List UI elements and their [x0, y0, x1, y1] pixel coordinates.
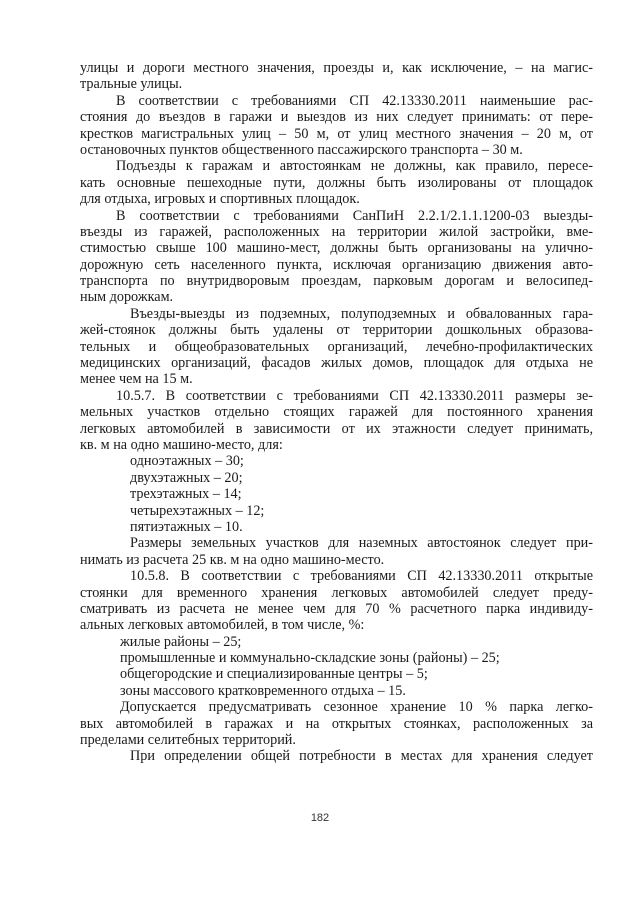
text-line: стояния до въездов в гаражи и выездов из них следует принимать: от пере- [80, 109, 593, 126]
text-line: жей-стоянок должны быть удалены от территории дошкольных образова- [80, 322, 593, 339]
text-line: вых автомобилей в гаражах и на открытых стоянках, расположенных за [80, 715, 593, 732]
text-line: менее чем на 15 м. [80, 371, 193, 388]
list-item: промышленные и коммунально-складские зоны (районы) – 25; [120, 650, 500, 667]
text-line: крестков магистральных улиц – 50 м, от улиц местного значения – 20 м, от [80, 125, 593, 142]
text-line: тральные улицы. [80, 76, 183, 93]
list-item: зоны массового кратковременного отдыха – 15. [120, 682, 406, 699]
text-line: стоянки для временного хранения легковых автомобилей следует преду- [80, 584, 593, 601]
document-page [80, 60, 593, 765]
page-number: 182 [310, 812, 330, 824]
text-line: При определении общей потребности в местах для хранения следует [130, 748, 593, 765]
text-line: легковых автомобилей в зависимости от их этажности следует принимать, [80, 420, 593, 437]
text-line: 10.5.8. В соответствии с требованиями СП 42.13330.2011 открытые [130, 568, 593, 585]
text-line: сматривать из расчета не менее чем для 70 % расчетного парка индивиду- [80, 600, 593, 617]
text-line: Допускается предусматривать сезонное хранение 10 % парка легко- [120, 699, 593, 716]
list-item: общегородские и специализированные центры – 5; [120, 666, 428, 683]
text-line: въезды из гаражей, расположенных на территории жилой застройки, вме- [80, 223, 593, 240]
text-line: альных легковых автомобилей, в том числе, %: [80, 617, 365, 634]
text-line: транспорта по внутридворовым проездам, парковым дорогам и велосипед- [80, 273, 593, 290]
text-line: тельных и общеобразовательных организаций, лечебно-профилактических [80, 338, 593, 355]
text-line: 10.5.7. В соответствии с требованиями СП 42.13330.2011 размеры зе- [116, 387, 593, 404]
text-line: для отдыха, игровых и спортивных площадок. [80, 191, 360, 208]
text-line: остановочных пунктов общественного пассажирского транспорта – 30 м. [80, 141, 523, 158]
text-line: дорожную сеть населенного пункта, исключая организацию движения авто- [80, 256, 593, 273]
list-item: трехэтажных – 14; [130, 486, 242, 503]
text-line: медицинских организаций, фасадов жилых домов, площадок для отдыха не [80, 355, 593, 372]
list-item: четырехэтажных – 12; [130, 502, 265, 519]
text-line: Въезды-выезды из подземных, полуподземных и обвалованных гара- [130, 305, 593, 322]
text-line: кать основные пешеходные пути, должны быть изолированы от площадок [80, 174, 593, 191]
text-line: улицы и дороги местного значения, проезды и, как исключение, – на магис- [80, 60, 593, 76]
text-line: Размеры земельных участков для наземных автостоянок следует при- [130, 535, 593, 552]
list-item: двухэтажных – 20; [130, 469, 243, 486]
text-line: В соответствии с требованиями СП 42.13330.2011 наименьшие рас- [116, 92, 593, 109]
list-item: пятиэтажных – 10. [130, 518, 243, 535]
text-line: В соответствии с требованиями СанПиН 2.2.1/2.1.1.1200-03 выезды- [116, 207, 593, 224]
list-item: одноэтажных – 30; [130, 453, 244, 470]
list-item: жилые районы – 25; [120, 633, 242, 650]
text-line: нимать из расчета 25 кв. м на одно машино-место. [80, 551, 385, 568]
text-line: кв. м на одно машино-место, для: [80, 436, 283, 453]
text-line: Подъезды к гаражам и автостоянкам не должны, как правило, пересе- [116, 158, 593, 175]
text-line: стимостью свыше 100 машино-мест, должны быть организованы на улично- [80, 240, 593, 257]
text-line: ным дорожкам. [80, 289, 174, 306]
text-line: пределами селитебных территорий. [80, 732, 296, 749]
text-line: мельных участков отдельно стоящих гаражей для постоянного хранения [80, 404, 593, 421]
